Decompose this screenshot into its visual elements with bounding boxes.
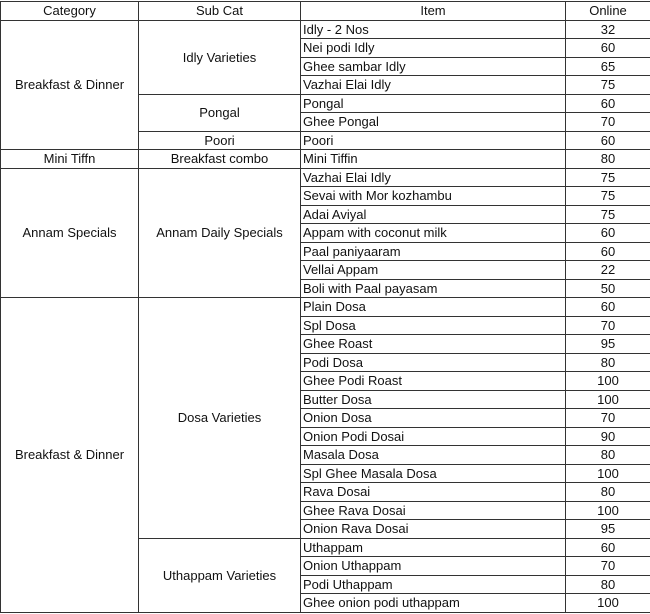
header-category: Category bbox=[1, 2, 139, 21]
online-price-cell: 75 bbox=[566, 205, 650, 224]
online-price-cell: 75 bbox=[566, 76, 650, 95]
item-cell: Vellai Appam bbox=[301, 261, 566, 280]
sub-cat-cell: Uthappam Varieties bbox=[139, 538, 301, 612]
item-cell: Ghee Podi Roast bbox=[301, 372, 566, 391]
sub-cat-cell: Dosa Varieties bbox=[139, 298, 301, 539]
category-cell: Breakfast & Dinner bbox=[1, 20, 139, 150]
item-cell: Boli with Paal payasam bbox=[301, 279, 566, 298]
online-price-cell: 70 bbox=[566, 409, 650, 428]
header-online: Online bbox=[566, 2, 650, 21]
item-cell: Nei podi Idly bbox=[301, 39, 566, 58]
online-price-cell: 80 bbox=[566, 483, 650, 502]
header-sub-cat: Sub Cat bbox=[139, 2, 301, 21]
item-cell: Onion Podi Dosai bbox=[301, 427, 566, 446]
item-cell: Podi Dosa bbox=[301, 353, 566, 372]
online-price-cell: 100 bbox=[566, 594, 650, 613]
item-cell: Ghee Pongal bbox=[301, 113, 566, 132]
online-price-cell: 60 bbox=[566, 242, 650, 261]
online-price-cell: 95 bbox=[566, 335, 650, 354]
item-cell: Podi Uthappam bbox=[301, 575, 566, 594]
online-price-cell: 60 bbox=[566, 131, 650, 150]
online-price-cell: 60 bbox=[566, 224, 650, 243]
item-cell: Ghee Rava Dosai bbox=[301, 501, 566, 520]
item-cell: Ghee Roast bbox=[301, 335, 566, 354]
item-cell: Paal paniyaaram bbox=[301, 242, 566, 261]
item-cell: Plain Dosa bbox=[301, 298, 566, 317]
online-price-cell: 70 bbox=[566, 316, 650, 335]
online-price-cell: 60 bbox=[566, 538, 650, 557]
online-price-cell: 80 bbox=[566, 150, 650, 169]
online-price-cell: 95 bbox=[566, 520, 650, 539]
online-price-cell: 22 bbox=[566, 261, 650, 280]
item-cell: Rava Dosai bbox=[301, 483, 566, 502]
online-price-cell: 100 bbox=[566, 464, 650, 483]
sub-cat-cell: Annam Daily Specials bbox=[139, 168, 301, 298]
online-price-cell: 70 bbox=[566, 113, 650, 132]
item-cell: Vazhai Elai Idly bbox=[301, 76, 566, 95]
table-row bbox=[1, 168, 650, 187]
category-cell: Annam Specials bbox=[1, 168, 139, 298]
table-row bbox=[1, 20, 650, 39]
online-price-cell: 65 bbox=[566, 57, 650, 76]
online-price-cell: 60 bbox=[566, 94, 650, 113]
item-cell: Onion Dosa bbox=[301, 409, 566, 428]
sub-cat-cell: Pongal bbox=[139, 94, 301, 131]
online-price-cell: 80 bbox=[566, 575, 650, 594]
online-price-cell: 32 bbox=[566, 20, 650, 39]
sub-cat-cell: Poori bbox=[139, 131, 301, 150]
item-cell: Spl Ghee Masala Dosa bbox=[301, 464, 566, 483]
item-cell: Masala Dosa bbox=[301, 446, 566, 465]
item-cell: Ghee sambar Idly bbox=[301, 57, 566, 76]
online-price-cell: 100 bbox=[566, 501, 650, 520]
menu-table bbox=[0, 1, 650, 613]
item-cell: Sevai with Mor kozhambu bbox=[301, 187, 566, 206]
sub-cat-cell: Idly Varieties bbox=[139, 20, 301, 94]
item-cell: Pongal bbox=[301, 94, 566, 113]
table-row bbox=[1, 150, 650, 169]
category-cell: Breakfast & Dinner bbox=[1, 298, 139, 613]
item-cell: Vazhai Elai Idly bbox=[301, 168, 566, 187]
item-cell: Spl Dosa bbox=[301, 316, 566, 335]
online-price-cell: 50 bbox=[566, 279, 650, 298]
item-cell: Uthappam bbox=[301, 538, 566, 557]
online-price-cell: 90 bbox=[566, 427, 650, 446]
item-cell: Butter Dosa bbox=[301, 390, 566, 409]
item-cell: Onion Uthappam bbox=[301, 557, 566, 576]
item-cell: Onion Rava Dosai bbox=[301, 520, 566, 539]
item-cell: Adai Aviyal bbox=[301, 205, 566, 224]
online-price-cell: 75 bbox=[566, 187, 650, 206]
header-item: Item bbox=[301, 2, 566, 21]
online-price-cell: 100 bbox=[566, 372, 650, 391]
item-cell: Poori bbox=[301, 131, 566, 150]
online-price-cell: 60 bbox=[566, 39, 650, 58]
online-price-cell: 100 bbox=[566, 390, 650, 409]
item-cell: Mini Tiffin bbox=[301, 150, 566, 169]
header-row bbox=[1, 2, 650, 21]
online-price-cell: 75 bbox=[566, 168, 650, 187]
online-price-cell: 70 bbox=[566, 557, 650, 576]
item-cell: Idly - 2 Nos bbox=[301, 20, 566, 39]
sub-cat-cell: Breakfast combo bbox=[139, 150, 301, 169]
online-price-cell: 80 bbox=[566, 446, 650, 465]
online-price-cell: 80 bbox=[566, 353, 650, 372]
category-cell: Mini Tiffn bbox=[1, 150, 139, 169]
online-price-cell: 60 bbox=[566, 298, 650, 317]
item-cell: Appam with coconut milk bbox=[301, 224, 566, 243]
menu-body bbox=[1, 20, 650, 612]
table-row bbox=[1, 298, 650, 317]
item-cell: Ghee onion podi uthappam bbox=[301, 594, 566, 613]
